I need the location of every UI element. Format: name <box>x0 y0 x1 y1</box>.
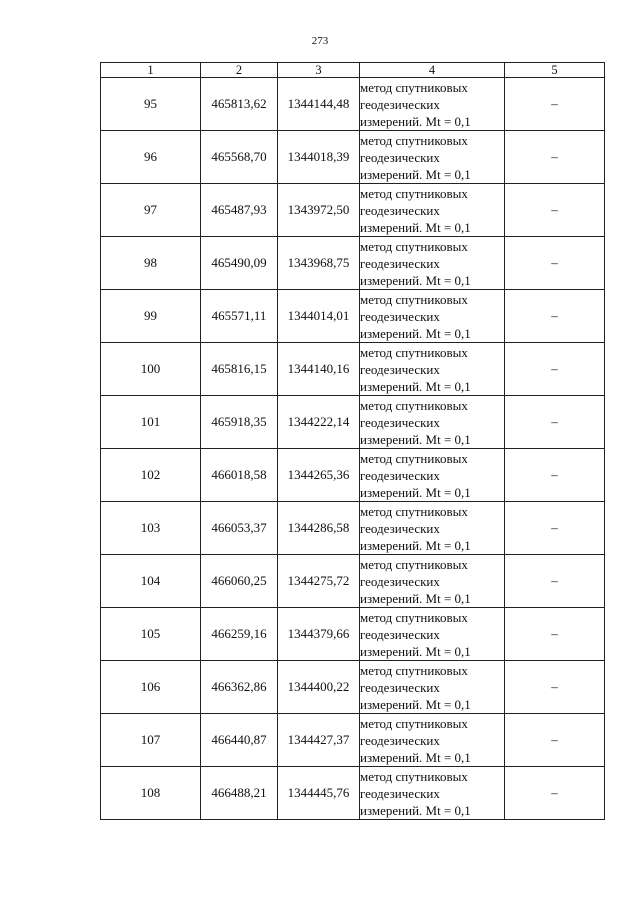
method-line: метод спутниковых <box>360 662 468 678</box>
method-cell <box>360 608 505 661</box>
method-line: геодезических <box>360 467 440 483</box>
column-header-5: 5 <box>505 63 605 78</box>
table-row <box>101 290 605 343</box>
y-coordinate-cell: 1344379,66 <box>278 608 360 661</box>
method-cell <box>360 343 505 396</box>
method-line: метод спутниковых <box>360 609 468 625</box>
note-cell: – <box>505 184 605 237</box>
point-number-cell: 95 <box>101 78 201 131</box>
method-cell <box>360 555 505 608</box>
point-number-cell: 106 <box>101 661 201 714</box>
table-row <box>101 449 605 502</box>
note-cell: – <box>505 237 605 290</box>
x-coordinate-cell: 465568,70 <box>201 131 278 184</box>
column-header-4: 4 <box>360 63 505 78</box>
y-coordinate-cell: 1344018,39 <box>278 131 360 184</box>
coordinates-table <box>100 62 605 820</box>
method-line: метод спутниковых <box>360 79 468 95</box>
method-line: геодезических <box>360 732 440 748</box>
method-line: геодезических <box>360 149 440 165</box>
method-line: метод спутниковых <box>360 397 468 413</box>
method-line: геодезических <box>360 255 440 271</box>
method-line: измерений. Mt = 0,1 <box>360 325 471 341</box>
method-line: метод спутниковых <box>360 238 468 254</box>
method-line: измерений. Mt = 0,1 <box>360 378 471 394</box>
method-line: метод спутниковых <box>360 450 468 466</box>
method-cell <box>360 714 505 767</box>
table-row <box>101 343 605 396</box>
y-coordinate-cell: 1344286,58 <box>278 502 360 555</box>
table-row <box>101 237 605 290</box>
point-number-cell: 105 <box>101 608 201 661</box>
x-coordinate-cell: 466488,21 <box>201 767 278 820</box>
method-cell <box>360 290 505 343</box>
point-number-cell: 108 <box>101 767 201 820</box>
y-coordinate-cell: 1344400,22 <box>278 661 360 714</box>
point-number-cell: 107 <box>101 714 201 767</box>
method-line: измерений. Mt = 0,1 <box>360 166 471 182</box>
method-line: геодезических <box>360 202 440 218</box>
method-line: метод спутниковых <box>360 132 468 148</box>
x-coordinate-cell: 466362,86 <box>201 661 278 714</box>
table-row <box>101 184 605 237</box>
point-number-cell: 97 <box>101 184 201 237</box>
y-coordinate-cell: 1344140,16 <box>278 343 360 396</box>
method-line: геодезических <box>360 520 440 536</box>
method-cell <box>360 78 505 131</box>
x-coordinate-cell: 465918,35 <box>201 396 278 449</box>
point-number-cell: 104 <box>101 555 201 608</box>
table-header-row <box>101 63 605 78</box>
method-line: геодезических <box>360 308 440 324</box>
y-coordinate-cell: 1344427,37 <box>278 714 360 767</box>
method-line: измерений. Mt = 0,1 <box>360 802 471 818</box>
table-row <box>101 78 605 131</box>
method-line: геодезических <box>360 626 440 642</box>
note-cell: – <box>505 131 605 184</box>
x-coordinate-cell: 466060,25 <box>201 555 278 608</box>
note-cell: – <box>505 78 605 131</box>
method-cell <box>360 237 505 290</box>
note-cell: – <box>505 449 605 502</box>
method-cell <box>360 184 505 237</box>
method-line: измерений. Mt = 0,1 <box>360 590 471 606</box>
note-cell: – <box>505 396 605 449</box>
y-coordinate-cell: 1343968,75 <box>278 237 360 290</box>
method-cell <box>360 396 505 449</box>
x-coordinate-cell: 466440,87 <box>201 714 278 767</box>
x-coordinate-cell: 465487,93 <box>201 184 278 237</box>
table-row <box>101 608 605 661</box>
table-row <box>101 555 605 608</box>
method-line: метод спутниковых <box>360 768 468 784</box>
note-cell: – <box>505 555 605 608</box>
note-cell: – <box>505 290 605 343</box>
note-cell: – <box>505 608 605 661</box>
method-line: измерений. Mt = 0,1 <box>360 749 471 765</box>
point-number-cell: 99 <box>101 290 201 343</box>
method-cell <box>360 767 505 820</box>
column-header-1: 1 <box>101 63 201 78</box>
method-line: измерений. Mt = 0,1 <box>360 431 471 447</box>
method-line: метод спутниковых <box>360 715 468 731</box>
method-line: метод спутниковых <box>360 185 468 201</box>
x-coordinate-cell: 465813,62 <box>201 78 278 131</box>
table-row <box>101 767 605 820</box>
method-cell <box>360 449 505 502</box>
point-number-cell: 96 <box>101 131 201 184</box>
note-cell: – <box>505 714 605 767</box>
method-line: измерений. Mt = 0,1 <box>360 643 471 659</box>
note-cell: – <box>505 767 605 820</box>
x-coordinate-cell: 465816,15 <box>201 343 278 396</box>
table-row <box>101 131 605 184</box>
method-line: измерений. Mt = 0,1 <box>360 219 471 235</box>
y-coordinate-cell: 1344014,01 <box>278 290 360 343</box>
x-coordinate-cell: 466018,58 <box>201 449 278 502</box>
x-coordinate-cell: 466259,16 <box>201 608 278 661</box>
point-number-cell: 98 <box>101 237 201 290</box>
method-line: измерений. Mt = 0,1 <box>360 537 471 553</box>
x-coordinate-cell: 465490,09 <box>201 237 278 290</box>
y-coordinate-cell: 1344275,72 <box>278 555 360 608</box>
y-coordinate-cell: 1343972,50 <box>278 184 360 237</box>
method-line: геодезических <box>360 679 440 695</box>
method-line: метод спутниковых <box>360 344 468 360</box>
table-body <box>101 78 605 820</box>
method-line: геодезических <box>360 414 440 430</box>
method-cell <box>360 502 505 555</box>
note-cell: – <box>505 502 605 555</box>
x-coordinate-cell: 465571,11 <box>201 290 278 343</box>
method-line: измерений. Mt = 0,1 <box>360 113 471 129</box>
page-number: 273 <box>311 35 329 47</box>
y-coordinate-cell: 1344445,76 <box>278 767 360 820</box>
method-line: измерений. Mt = 0,1 <box>360 696 471 712</box>
point-number-cell: 100 <box>101 343 201 396</box>
column-header-2: 2 <box>201 63 278 78</box>
note-cell: – <box>505 343 605 396</box>
point-number-cell: 102 <box>101 449 201 502</box>
point-number-cell: 103 <box>101 502 201 555</box>
method-line: геодезических <box>360 573 440 589</box>
method-line: измерений. Mt = 0,1 <box>360 484 471 500</box>
method-cell <box>360 661 505 714</box>
table-row <box>101 661 605 714</box>
table-row <box>101 714 605 767</box>
method-cell <box>360 131 505 184</box>
y-coordinate-cell: 1344144,48 <box>278 78 360 131</box>
method-line: метод спутниковых <box>360 291 468 307</box>
y-coordinate-cell: 1344222,14 <box>278 396 360 449</box>
method-line: геодезических <box>360 96 440 112</box>
column-header-3: 3 <box>278 63 360 78</box>
table-row <box>101 396 605 449</box>
x-coordinate-cell: 466053,37 <box>201 502 278 555</box>
method-line: метод спутниковых <box>360 503 468 519</box>
method-line: измерений. Mt = 0,1 <box>360 272 471 288</box>
y-coordinate-cell: 1344265,36 <box>278 449 360 502</box>
table-row <box>101 502 605 555</box>
point-number-cell: 101 <box>101 396 201 449</box>
method-line: геодезических <box>360 785 440 801</box>
method-line: геодезических <box>360 361 440 377</box>
note-cell: – <box>505 661 605 714</box>
method-line: метод спутниковых <box>360 556 468 572</box>
